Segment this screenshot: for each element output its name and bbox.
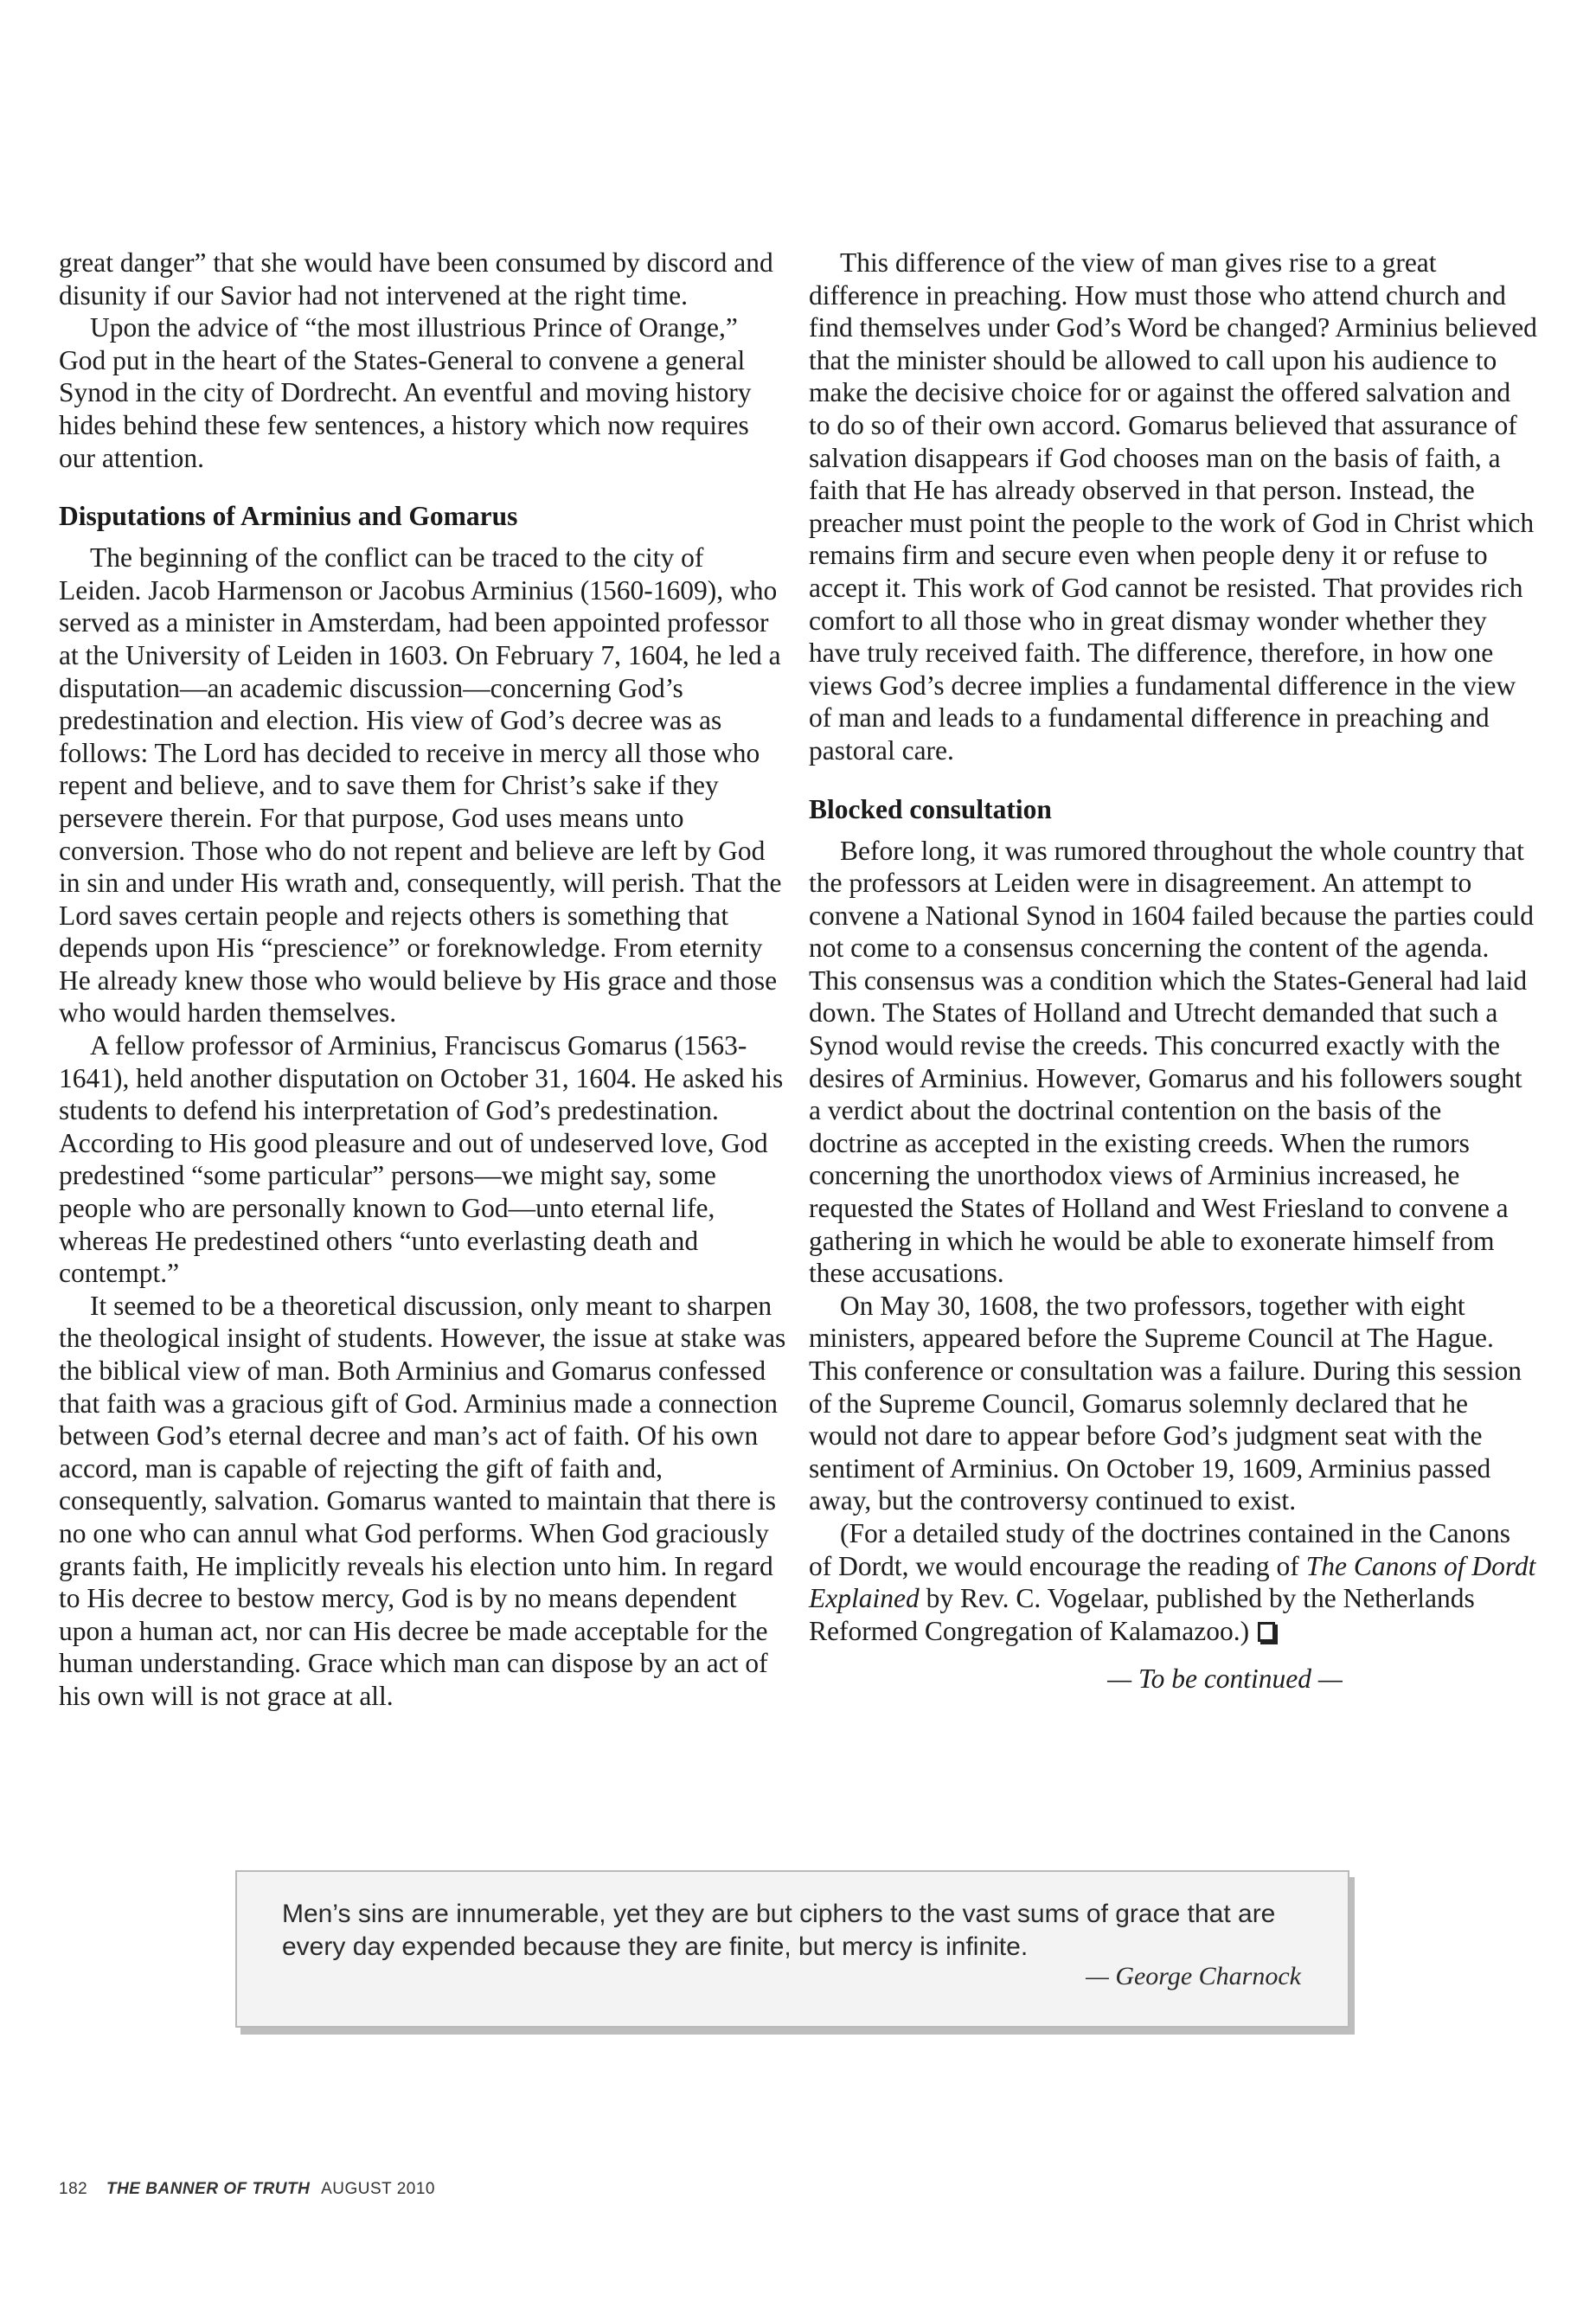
- paragraph: Upon the advice of “the most illustrious Prince of Orange,” God put in the heart of the States-General to convene a general Synod in the city of Dordrecht. An eventful and moving history hides behind these few sentences, a history which now requires our attention.: [59, 312, 752, 473]
- page-footer: [59, 2180, 435, 2199]
- end-mark-icon: [1258, 1622, 1275, 1642]
- right-column: [809, 247, 1537, 1695]
- paragraph-text: (For a detailed study of the doctrines contained in the Canons of Dordt, we would encourage the reading of: [809, 1517, 1511, 1581]
- left-column: [59, 247, 787, 1713]
- paragraph: [809, 1517, 1537, 1647]
- magazine-title: THE BANNER OF TRUTH: [106, 2180, 311, 2198]
- paragraph: On May 30, 1608, the two professors, together with eight ministers, appeared before the Supreme Council at The Hague. This conference or consultation was a failure. During this session of the Supreme Council, Gomarus solemnly declared that he would not dare to appear before God’s judgment seat with the sentiment of Arminius. On October 19, 1609, Arminius passed away, but the controversy continued to exist.: [809, 1290, 1522, 1516]
- paragraph: Before long, it was rumored throughout the whole country that the professors at Leiden were in disagreement. An attempt to convene a National Synod in 1604 failed because the parties could not come to a consensus concerning the content of the agenda. This consensus was a condition which the States-General had laid down. The States of Holland and Utrecht demanded that such a Synod would revise the creeds. This concurred exactly with the desires of Arminius. However, Gomarus and his followers sought a verdict about the doctrinal contention on the basis of the doctrine as accepted in the existing creeds. When the rumors concerning the unorthodox views of Arminius increased, he requested the States of Holland and West Friesland to convene a gathering in which he would be able to exonerate himself from these accusations.: [809, 835, 1534, 1289]
- paragraph: It seemed to be a theoretical discussion, only meant to sharpen the theological insight of students. However, the issue at stake was the biblical view of man. Both Arminius and Gomarus confessed that faith was a gracious gift of God. Arminius made a connection between God’s eternal decree and man’s act of faith. Of his own accord, man is capable of rejecting the gift of faith and, consequently, salvation. Gomarus wanted to maintain that there is no one who can annul what God performs. When God graciously grants faith, He implicitly reveals his election unto him. In regard to His decree to bestow mercy, God is by no means dependent upon a human act, nor can His decree be made acceptable for the human understanding. Grace which man can dispose by an act of his own will is not grace at all.: [59, 1290, 786, 1711]
- paragraph: This difference of the view of man gives rise to a great difference in preaching. How must those who attend church and find themselves under God’s Word be changed? Arminius believed that the minister should be allowed to call upon his audience to make the decisive choice for or against the offered salvation and to do so of their own accord. Gomarus believed that assurance of salvation disappears if God chooses man on the basis of faith, a faith that He has already observed in that person. Instead, the preacher must point the people to the work of God in Christ which remains firm and secure even when people deny it or refuse to accept it. This work of God cannot be resisted. That provides rich comfort to all those who in great dismay wonder whether they have truly received faith. The difference, therefore, in how one views God’s decree implies a fundamental difference in the view of man and leads to a fundamental difference in preaching and pastoral care.: [809, 247, 1537, 766]
- paragraph: A fellow professor of Arminius, Franciscus Gomarus (1563-1641), held another disputation on October 31, 1604. He asked his students to defend his interpretation of God’s predestination. According to His good pleasure and out of undeserved love, God predestined “some particular” persons—we might say, some people who are personally known to God—unto eternal life, whereas He predestined others “unto everlasting death and contempt.”: [59, 1030, 784, 1289]
- paragraph: The beginning of the conflict can be traced to the city of Leiden. Jacob Harmenson or Jacobus Arminius (1560-1609), who served as a minister in Amsterdam, had been appointed professor at the University of Leiden in 1603. On February 7, 1604, he led a disputation—an academic discussion—concerning God’s predestination and election. His view of God’s decree was as follows: The Lord has decided to receive in mercy all those who repent and believe, and to save them for Christ’s sake if they persevere therein. For that purpose, God uses means unto conversion. Those who do not repent and believe are left by God in sin and under His wrath and, consequently, will perish. That the Lord saves certain people and rejects others is something that depends upon His “prescience” or foreknowledge. From eternity He already knew those who would believe by His grace and those who would harden themselves.: [59, 542, 782, 1029]
- page-number: 182: [59, 2180, 88, 2198]
- paragraph: great danger” that she would have been consumed by discord and disunity if our Savior had not intervened at the right time.: [59, 247, 773, 311]
- pull-quote-box: [235, 1870, 1349, 2028]
- book-title: The Canons of Dordt Explained: [809, 1550, 1536, 1614]
- issue-date: AUGUST 2010: [321, 2180, 435, 2198]
- to-be-continued: — To be continued —: [1107, 1663, 1343, 1695]
- section-heading: Disputations of Arminius and Gomarus: [59, 501, 518, 532]
- quote-text: Men’s sins are innumerable, yet they are but ciphers to the vast sums of grace that are every day expended because they are finite, but mercy is infinite.: [282, 1900, 1276, 1961]
- paragraph-text: by Rev. C. Vogelaar, published by the Netherlands Reformed Congregation of Kalamazoo.): [809, 1583, 1475, 1646]
- quote-attribution: — George Charnock: [1086, 1962, 1301, 1990]
- section-heading: Blocked consultation: [809, 793, 1052, 824]
